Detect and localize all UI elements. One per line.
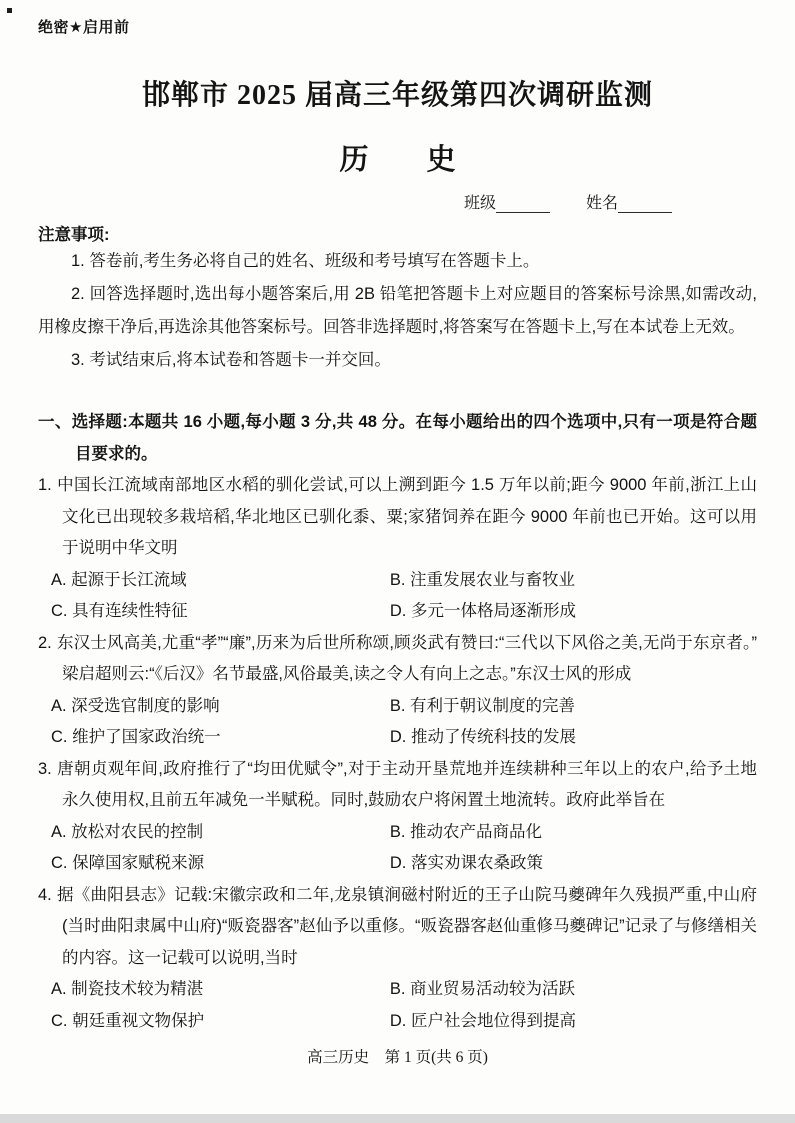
question-1-stem: [38, 470, 757, 565]
question-2-option-a: A. 深受选官制度的影响: [51, 696, 220, 715]
question-1-options: [38, 565, 757, 628]
question-3-option-b: B. 推动农产品商品化: [389, 822, 543, 841]
question-3-number: 3.: [38, 759, 52, 778]
question-3-option-d: D. 落实劝课农桑政策: [389, 854, 543, 872]
page-footer: 高三历史 第 1 页(共 6 页): [307, 1049, 488, 1066]
question-1-option-d: D. 多元一体格局逐渐形成: [389, 602, 576, 620]
question-4-stem: [38, 880, 757, 975]
question-2-stem: [38, 628, 757, 691]
question-2-options: [38, 691, 757, 754]
question-3: [38, 754, 757, 880]
question-4-options: [38, 974, 757, 1037]
question-3-options: [38, 817, 757, 880]
class-blank-line: [496, 194, 550, 213]
student-info-row: [38, 190, 757, 213]
question-1: [38, 470, 757, 628]
notice-item-1: 1. 答卷前,考生务必将自己的姓名、班级和考号填写在答题卡上。: [71, 252, 540, 270]
classification-label: 绝密★启用前: [38, 19, 130, 36]
question-4-option-c: C. 朝廷重视文物保护: [51, 1011, 205, 1030]
scan-edge-band: [0, 1114, 795, 1123]
exam-title: 邯郸市 2025 届高三年级第四次调研监测: [141, 80, 653, 111]
question-4: [38, 880, 757, 1038]
question-4-option-b: B. 商业贸易活动较为活跃: [389, 980, 576, 998]
question-3-option-a: A. 放松对农民的控制: [51, 822, 204, 841]
class-label: 班级: [463, 195, 496, 212]
question-2-text: 东汉士风高美,尤重“孝”“廉”,历来为后世所称颂,顾炎武有赞曰:“三代以下风俗之美,无尚于东京者。”梁启超则云:“《后汉》名节最盛,风俗最美,读之令人有向上之志。”东汉士风的形成: [56, 633, 757, 683]
question-2-option-b: B. 有利于朝议制度的完善: [389, 696, 576, 715]
question-1-option-c: C. 具有连续性特征: [51, 602, 188, 620]
question-1-option-a: A. 起源于长江流域: [51, 570, 187, 589]
subject-title: 历 史: [339, 144, 456, 176]
notice-item-3: 3. 考试结束后,将本试卷和答题卡一并交回。: [71, 351, 391, 369]
question-3-text: 唐朝贞观年间,政府推行了“均田优赋令”,对于主动开垦荒地并连续耕种三年以上的农户,给予土地永久使用权,且前五年减免一半赋税。同时,鼓励农户将闲置土地流转。政府此举旨在: [56, 759, 757, 809]
question-4-text: 据《曲阳县志》记载:宋徽宗政和二年,龙泉镇涧磁村附近的王子山院马夔碑年久残损严重,中山府(当时曲阳隶属中山府)“贩瓷器客”赵仙予以重修。“贩瓷器客赵仙重修马夔碑记”记录了与修缮相关的内容。这一记载可以说明,当时: [56, 885, 757, 967]
question-4-number: 4.: [38, 885, 52, 904]
name-field: [586, 190, 672, 213]
question-4-option-a: A. 制瓷技术较为精湛: [51, 980, 204, 998]
scan-artifact: [7, 8, 12, 13]
question-2-number: 2.: [38, 633, 52, 652]
question-2-option-c: C. 维护了国家政治统一: [51, 728, 221, 746]
question-1-number: 1.: [38, 476, 52, 494]
section-heading: 一、选择题:本题共 16 小题,每小题 3 分,共 48 分。在每小题给出的四个选项中,只有一项是符合题目要求的。: [38, 413, 757, 463]
name-blank-line: [618, 194, 672, 213]
question-2-option-d: D. 推动了传统科技的发展: [389, 728, 576, 746]
question-3-option-c: C. 保障国家赋税来源: [51, 854, 205, 872]
notice-item-2: 2. 回答选择题时,选出每小题答案后,用 2B 铅笔把答题卡上对应题目的答案标号涂黑,如需改动,用橡皮擦干净后,再选涂其他答案标号。回答非选择题时,将答案写在答题卡上,写在本试卷上无效。: [38, 285, 757, 336]
notice-heading: 注意事项:: [38, 226, 110, 244]
question-2: [38, 628, 757, 754]
question-4-option-d: D. 匠户社会地位得到提高: [389, 1011, 576, 1030]
question-1-option-b: B. 注重发展农业与畜牧业: [389, 570, 576, 589]
question-3-stem: [38, 754, 757, 817]
class-field: [464, 190, 550, 213]
name-label: 姓名: [585, 195, 618, 212]
question-1-text: 中国长江流域南部地区水稻的驯化尝试,可以上溯到距今 1.5 万年以前;距今 9000 年前,浙江上山文化已出现较多栽培稻,华北地区已驯化黍、粟;家猪饲养在距今 9000 年前也已开始。这可以用于说明中华文明: [56, 476, 757, 557]
